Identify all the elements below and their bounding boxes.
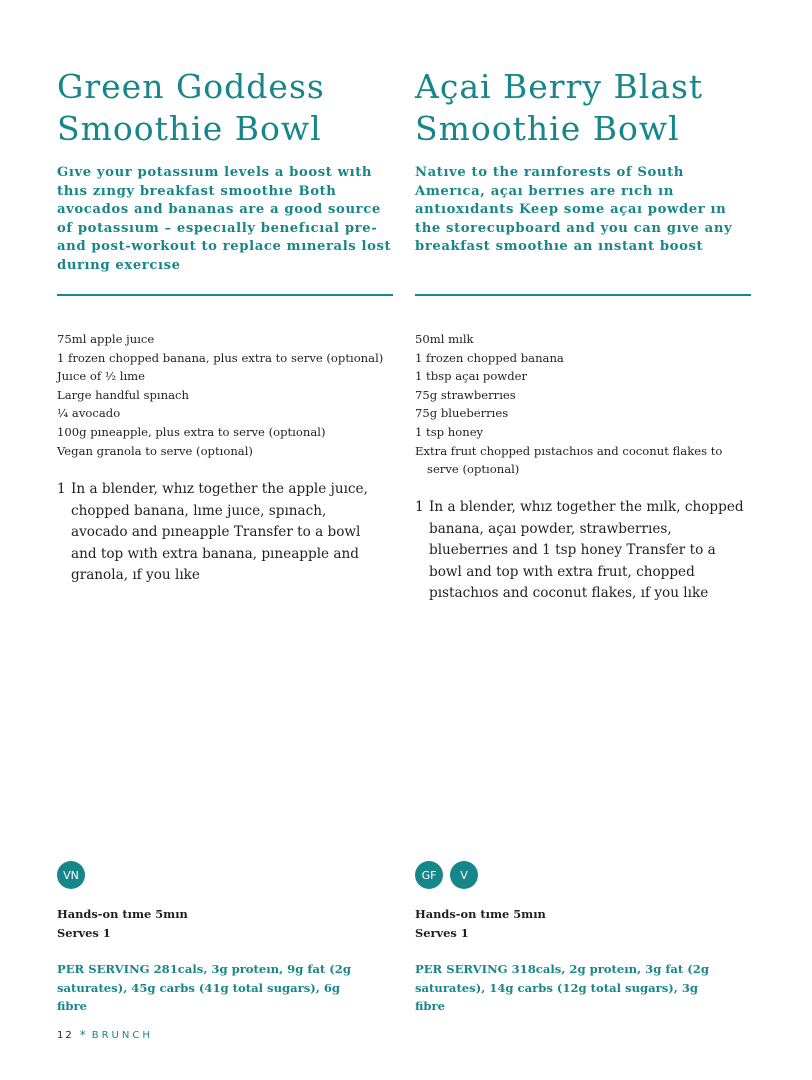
- nutrition-info: PER SERVING 318cals, 2g proteın, 3g fat (2g saturates), 14g carbs (12g total sugars), 3g fibre: [415, 962, 709, 1013]
- title-line-2: Smoothie Bowl: [57, 109, 322, 148]
- step-text: In a blender, whız together the mılk, chopped banana, açaı powder, strawberrıes, blueberrıes and 1 tsp honey Transfer to a bowl and top wıth extra fruıt, chopped pıstachıos and coconut flakes, ıf you lıke: [429, 499, 744, 602]
- hands-on-time: Hands-on tıme 5mın: [57, 907, 188, 921]
- method-list: [57, 479, 387, 587]
- divider: [57, 294, 393, 296]
- recipe-intro: Natıve to the raınforests of South Amerıca, açaı berrıes are rıch ın antıoxıdants Keep some açaı powder ın the storecupboard and you can gıve any breakfast smoothıe an ınstant boost: [415, 165, 733, 254]
- ingredient: Juıce of ½ lıme: [57, 369, 146, 384]
- ingredient: 100g pıneapple, plus extra to serve (optıonal): [57, 424, 326, 439]
- recipe-intro: Gıve your potassıum levels a boost wıth thıs zıngy breakfast smoothıe Both avocados and bananas are a good source of potassıum – especıally benefıcıal pre- and post-workout to replace mınerals lost durıng exercıse: [57, 165, 392, 273]
- ingredient: 50ml mılk: [415, 332, 474, 346]
- title-line-2: Smoothie Bowl: [415, 109, 680, 148]
- ingredient: 1 frozen chopped banana, plus extra to serve (optıonal): [57, 350, 384, 365]
- gluten-free-badge: GF: [415, 861, 443, 889]
- hands-on-time: Hands-on tıme 5mın: [415, 907, 546, 921]
- step-text: In a blender, whız together the apple juıce, chopped banana, lıme juıce, spınach, avocado and pıneapple Transfer to a bowl and top wıth extra banana, pıneapple and granola, ıf you lıke: [71, 481, 368, 584]
- recipe-meta: [57, 905, 188, 942]
- vegetarian-badge: V: [450, 861, 478, 889]
- serves: Serves 1: [415, 925, 469, 940]
- step-number: 1: [57, 481, 66, 497]
- section-name: BRUNCH: [91, 1029, 153, 1041]
- method-list: [415, 497, 745, 605]
- title-line-1: Açai Berry Blast: [415, 67, 704, 106]
- ingredient-list: [415, 330, 753, 479]
- ingredient: 75g blueberrıes: [415, 406, 509, 421]
- recipe-title: [57, 66, 395, 150]
- ingredient: Large handful spınach: [57, 387, 189, 402]
- ingredient: Vegan granola to serve (optıonal): [57, 443, 253, 458]
- ingredient: 75ml apple juıce: [57, 332, 155, 346]
- method-step: [415, 497, 745, 605]
- ingredient: 1 tbsp açaı powder: [415, 369, 528, 384]
- page-number: 12: [57, 1029, 74, 1041]
- page-footer: [57, 1028, 153, 1042]
- recipe-acai-berry-blast: [415, 66, 753, 1013]
- title-line-1: Green Goddess: [57, 67, 325, 106]
- step-number: 1: [415, 499, 424, 515]
- diet-badges: [57, 861, 85, 889]
- ingredient: 1 frozen chopped banana: [415, 350, 564, 365]
- recipe-green-goddess: [57, 66, 395, 1013]
- recipe-title: [415, 66, 753, 150]
- vegan-badge: VN: [57, 861, 85, 889]
- ingredient: 1 tsp honey: [415, 424, 484, 439]
- star-icon: *: [79, 1028, 86, 1042]
- method-step: [57, 479, 387, 587]
- ingredient: 75g strawberrıes: [415, 387, 516, 402]
- ingredient: Extra fruıt chopped pıstachıos and coconut flakes to serve (optıonal): [415, 443, 723, 477]
- ingredient: ¼ avocado: [57, 406, 121, 421]
- recipe-meta: [415, 905, 546, 942]
- nutrition-info: PER SERVING 281cals, 3g proteın, 9g fat (2g saturates), 45g carbs (41g total sugars), 6g fibre: [57, 962, 351, 1013]
- divider: [415, 294, 751, 296]
- serves: Serves 1: [57, 925, 111, 940]
- ingredient-list: [57, 330, 395, 460]
- diet-badges: [415, 861, 478, 889]
